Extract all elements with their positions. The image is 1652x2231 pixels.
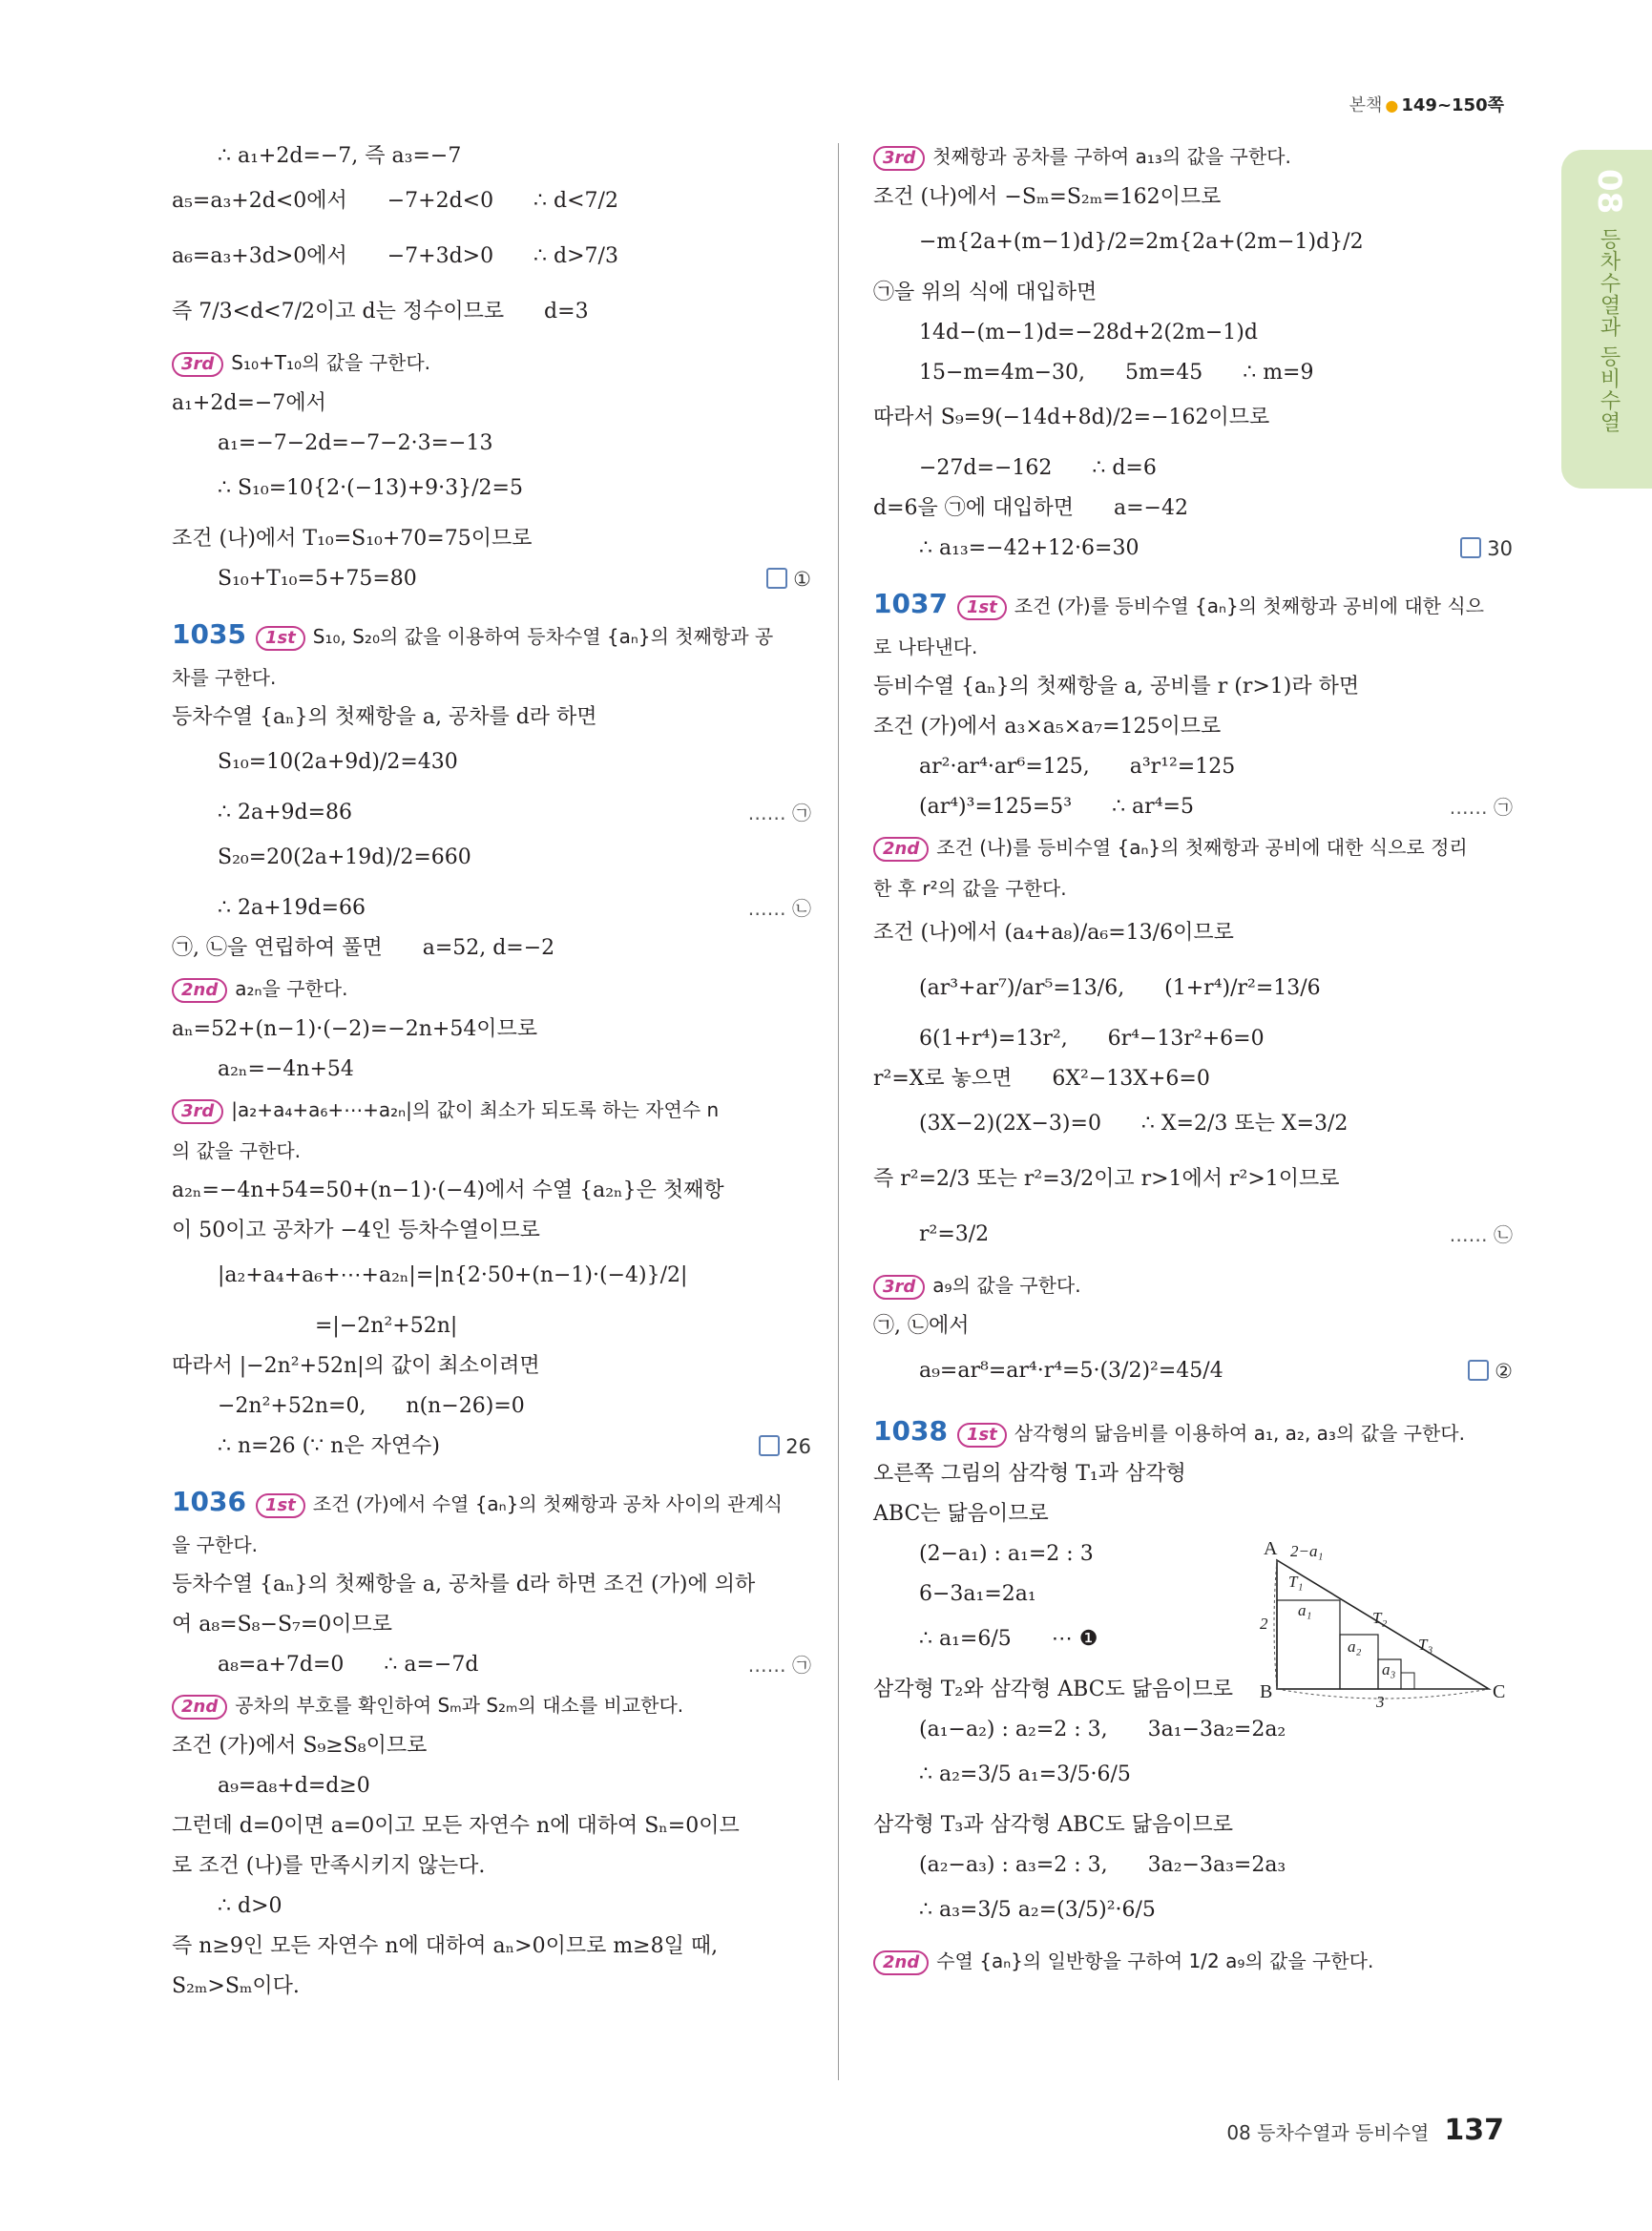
line-text: ABC는 닮음이므로 [873, 1502, 1049, 1526]
line-text: 즉 n≥9인 모든 자연수 n에 대하여 aₙ>0이므로 m≥8일 때, [172, 1934, 719, 1958]
math-line [172, 1933, 811, 1960]
problem-number: 1035 [172, 618, 246, 650]
line-text: 로 나타낸다. [873, 636, 978, 658]
line-text: −m{2a+(m−1)d}/2=2m{2a+(2m−1)d}/2 [919, 230, 1364, 254]
math-line [172, 430, 811, 457]
triangle-figure [1260, 1532, 1508, 1708]
equation-mark: …… ㉠ [747, 802, 811, 824]
math-line [873, 714, 1513, 740]
problem-header [873, 1415, 1513, 1448]
line-text: ∴ S₁₀=10{2·(−13)+9·3}/2=5 [218, 476, 523, 500]
line-text: 조건 (가)에서 S₉≥S₈이므로 [172, 1734, 428, 1758]
line-text: r²=3/2 [919, 1222, 990, 1246]
vertex-c: C [1493, 1681, 1506, 1702]
column-divider [838, 143, 839, 2080]
math-line [172, 294, 811, 330]
step-badge: 3rd [172, 1099, 223, 1124]
math-line [172, 744, 811, 781]
line-text: 을 구한다. [172, 1533, 258, 1556]
line-text: a₆=a₃+3d>0에서 −7+3d>0 ∴ d>7/3 [172, 244, 618, 268]
line-text: 로 조건 (나)를 만족시키지 않는다. [172, 1854, 486, 1878]
math-line [172, 1258, 811, 1294]
line-text: ∴ a₁=6/5 ⋯ ❶ [919, 1627, 1098, 1651]
math-line [172, 840, 811, 876]
label-t1: T₁ [1288, 1573, 1304, 1591]
page-reference: 본책 ● 149~150쪽 [1349, 95, 1504, 115]
step-badge: 3rd [873, 146, 925, 171]
step-badge: 3rd [172, 352, 223, 377]
line-text: 이 50이고 공차가 −4인 등차수열이므로 [172, 1219, 540, 1242]
equation-mark: …… ㉡ [1449, 1223, 1513, 1246]
line-text: a₉의 값을 구한다. [932, 1274, 1081, 1297]
math-line [172, 1433, 811, 1460]
line-text: (a₁−a₂) : a₂=2 : 3, 3a₁−3a₂=2a₂ [919, 1718, 1286, 1741]
right-column [873, 143, 1513, 1989]
math-line [873, 915, 1513, 951]
math-line [873, 400, 1513, 436]
line-text: 여 a₈=S₈−S₇=0이므로 [172, 1613, 393, 1637]
line-text: (2−a₁) : a₁=2 : 3 [919, 1542, 1094, 1566]
line-text: S₁₀=10(2a+9d)/2=430 [218, 750, 458, 774]
line-text: a₉=ar⁸=ar⁴·r⁴=5·(3/2)²=45/4 [919, 1359, 1223, 1383]
answer-icon [1460, 537, 1481, 558]
math-line [873, 1852, 1513, 1879]
line-text: 조건 (나)를 등비수열 {aₙ}의 첫째항과 공비에 대한 식으로 정리 [936, 836, 1468, 859]
line-text: 조건 (가)에서 수열 {aₙ}의 첫째항과 공차 사이의 관계식 [312, 1492, 783, 1515]
line-text: r²=X로 놓으면 6X²−13X+6=0 [873, 1067, 1210, 1091]
math-line [873, 1892, 1513, 1929]
step-badge: 1st [256, 1493, 305, 1518]
line-text: a₁+2d=−7에서 [172, 391, 326, 415]
page-footer [1226, 2114, 1504, 2147]
math-line [172, 526, 811, 553]
line-text: ㉠, ㉡을 연립하여 풀면 a=52, d=−2 [172, 936, 555, 960]
answer-icon [1468, 1360, 1489, 1381]
solution-step [172, 349, 811, 377]
label-a3: a₃ [1382, 1660, 1396, 1678]
line-text: 조건 (가)에서 a₃×a₅×a₇=125이므로 [873, 715, 1222, 739]
solution-step [873, 143, 1513, 171]
line-text: |a₂+a₄+a₆+⋯+a₂ₙ|=|n{2·50+(n−1)·(−4)}/2| [218, 1263, 688, 1287]
line-text: 차를 구한다. [172, 666, 277, 689]
line-text: ∴ a₂=3/5 a₁=3/5·6/5 [919, 1762, 1131, 1786]
line-text: (ar⁴)³=125=5³ ∴ ar⁴=5 [919, 795, 1194, 819]
problem-number: 1038 [873, 1415, 948, 1447]
math-line [873, 184, 1513, 211]
label-left: 2 [1260, 1615, 1268, 1633]
math-line [172, 1178, 811, 1204]
step-badge: 2nd [873, 837, 929, 862]
math-line [873, 1353, 1513, 1389]
line-text: S₁₀+T₁₀의 값을 구한다. [231, 351, 431, 374]
equation-mark: …… ㉠ [747, 1654, 811, 1677]
math-line [873, 1812, 1513, 1839]
answer-badge: ② [1468, 1353, 1513, 1389]
math-line [873, 754, 1513, 781]
line-text: −2n²+52n=0, n(n−26)=0 [218, 1394, 525, 1418]
line-text: |a₂+a₄+a₆+⋯+a₂ₙ|의 값이 최소가 되도록 하는 자연수 n [231, 1098, 720, 1121]
label-top: 2−a₁ [1290, 1542, 1324, 1560]
math-line [873, 455, 1513, 482]
math-line [172, 1652, 811, 1678]
math-line [172, 1353, 811, 1380]
math-line [172, 704, 811, 731]
line-text: ∴ a₁₃=−42+12·6=30 [919, 536, 1140, 560]
math-line [873, 970, 1513, 1007]
line-text: ∴ 2a+9d=86 [218, 801, 353, 824]
solution-step [172, 1692, 811, 1720]
line-text: 즉 7/3<d<7/2이고 d는 정수이므로 d=3 [172, 300, 589, 323]
label-t3: T₃ [1418, 1636, 1433, 1654]
math-line [873, 794, 1513, 821]
chapter-tab[interactable] [1561, 150, 1652, 489]
line-text: ∴ n=26 (∵ n은 자연수) [218, 1434, 440, 1458]
line-text: (ar³+ar⁷)/ar⁵=13/6, (1+r⁴)/r²=13/6 [919, 976, 1321, 1000]
math-line [873, 495, 1513, 522]
problem-header [172, 618, 811, 651]
math-line [873, 1106, 1513, 1142]
math-line [172, 143, 811, 170]
answer-icon [766, 568, 787, 589]
line-text: 공차의 부호를 확인하여 Sₘ과 S₂ₘ의 대소를 비교한다. [235, 1694, 684, 1717]
math-line [873, 1717, 1513, 1743]
math-line [172, 470, 811, 507]
line-text: a₉=a₈+d=d≥0 [218, 1774, 370, 1798]
solution-step [172, 1137, 811, 1164]
math-line [172, 935, 811, 962]
math-line [873, 1217, 1513, 1253]
line-text: ∴ 2a+19d=66 [218, 896, 366, 920]
line-text: S₂₀=20(2a+19d)/2=660 [218, 845, 471, 869]
line-text: a₂ₙ=−4n+54=50+(n−1)·(−4)에서 수열 {a₂ₙ}은 첫째항 [172, 1178, 724, 1202]
problem-number: 1036 [172, 1486, 246, 1517]
math-line [873, 1501, 1513, 1528]
label-bottom: 3 [1376, 1693, 1385, 1708]
math-line [172, 183, 811, 219]
line-text: 따라서 S₉=9(−14d+8d)/2=−162이므로 [873, 406, 1270, 429]
line-text: a₂ₙ을 구한다. [235, 977, 348, 1000]
math-line [172, 1056, 811, 1083]
line-text: 6(1+r⁴)=13r², 6r⁴−13r²+6=0 [919, 1027, 1265, 1051]
line-text: S₂ₘ>Sₘ이다. [172, 1974, 300, 1998]
line-text: 오른쪽 그림의 삼각형 T₁과 삼각형 [873, 1462, 1186, 1486]
line-text: 조건 (나)에서 T₁₀=S₁₀+70=75이므로 [172, 527, 533, 551]
line-text: 의 값을 구한다. [172, 1139, 301, 1162]
line-text: 등비수열 {aₙ}의 첫째항을 a, 공비를 r (r>1)라 하면 [873, 675, 1360, 698]
line-text: −27d=−162 ∴ d=6 [919, 456, 1157, 480]
math-line [873, 674, 1513, 700]
math-line [873, 320, 1513, 346]
vertex-a: A [1264, 1538, 1278, 1559]
math-line [172, 1813, 811, 1840]
step-badge: 3rd [873, 1275, 925, 1300]
math-line [172, 800, 811, 826]
label-a2: a₂ [1348, 1637, 1362, 1656]
math-line [172, 1973, 811, 2000]
footer-chapter: 08 등차수열과 등비수열 [1226, 2121, 1430, 2144]
page-number: 137 [1444, 2114, 1504, 2147]
equation-mark: …… ㉠ [1449, 796, 1513, 819]
math-line [873, 1026, 1513, 1053]
math-line [873, 1461, 1513, 1488]
step-badge: 1st [957, 1423, 1007, 1448]
line-text: a₁=−7−2d=−7−2·3=−13 [218, 431, 493, 455]
answer-badge: 30 [1460, 535, 1513, 562]
line-text: (3X−2)(2X−3)=0 ∴ X=2/3 또는 X=3/2 [919, 1112, 1349, 1136]
line-text: ar²·ar⁴·ar⁶=125, a³r¹²=125 [919, 755, 1236, 779]
solution-step [873, 634, 1513, 660]
chapter-title: 등차수열과 등비수열 [1597, 228, 1621, 433]
line-text: 6−3a₁=2a₁ [919, 1582, 1036, 1606]
math-line [873, 1757, 1513, 1793]
problem-header [172, 1486, 811, 1518]
equation-mark: …… ㉡ [747, 897, 811, 920]
solution-step [873, 834, 1513, 862]
line-text: a₂ₙ=−4n+54 [218, 1057, 354, 1081]
math-line [873, 535, 1513, 562]
solution-step [172, 975, 811, 1003]
math-line [172, 1572, 811, 1598]
math-line [172, 1773, 811, 1800]
math-line [873, 280, 1513, 306]
step-badge: 2nd [172, 978, 227, 1003]
line-text: a₈=a+7d=0 ∴ a=−7d [218, 1653, 479, 1677]
label-t2: T₂ [1372, 1609, 1388, 1627]
math-line [172, 566, 811, 593]
line-text: ㉠을 위의 식에 대입하면 [873, 281, 1098, 304]
math-line [172, 239, 811, 275]
solution-step [873, 1948, 1513, 1975]
solution-step [172, 1532, 811, 1558]
line-text: 그런데 d=0이면 a=0이고 모든 자연수 n에 대하여 Sₙ=0이므 [172, 1814, 740, 1838]
line-text: 첫째항과 공차를 구하여 a₁₃의 값을 구한다. [932, 145, 1291, 168]
line-text: 조건 (가)를 등비수열 {aₙ}의 첫째항과 공비에 대한 식으 [1014, 594, 1484, 617]
chapter-number: 08 [1590, 169, 1628, 215]
math-line [172, 1218, 811, 1244]
answer-icon [759, 1435, 780, 1456]
math-line [172, 1733, 811, 1760]
line-text: d=6을 ㉠에 대입하면 a=−42 [873, 496, 1188, 520]
line-text: 수열 {aₙ}의 일반항을 구하여 1/2 a₉의 값을 구한다. [936, 1950, 1374, 1972]
math-line [172, 1313, 811, 1340]
line-text: 등차수열 {aₙ}의 첫째항을 a, 공차를 d라 하면 조건 (가)에 의하 [172, 1573, 756, 1596]
line-text: 한 후 r²의 값을 구한다. [873, 877, 1067, 900]
line-text: 삼각형 T₂와 삼각형 ABC도 닮음이므로 [873, 1678, 1234, 1701]
line-text: 삼각형 T₃과 삼각형 ABC도 닮음이므로 [873, 1813, 1234, 1837]
solution-step [172, 664, 811, 691]
answer-badge: 26 [759, 1433, 811, 1460]
line-text: S₁₀+T₁₀=5+75=80 [218, 567, 417, 591]
math-line [172, 1893, 811, 1920]
vertex-b: B [1260, 1681, 1273, 1702]
math-line [873, 360, 1513, 386]
math-line [873, 1161, 1513, 1198]
solution-step [172, 1096, 811, 1124]
line-text: 조건 (나)에서 −Sₘ=S₂ₘ=162이므로 [873, 185, 1222, 209]
label-a1: a₁ [1298, 1601, 1312, 1619]
math-line [172, 895, 811, 922]
line-text: aₙ=52+(n−1)·(−2)=−2n+54이므로 [172, 1017, 538, 1041]
line-text: 14d−(m−1)d=−28d+2(2m−1)d [919, 321, 1258, 344]
line-text: (a₂−a₃) : a₃=2 : 3, 3a₂−3a₃=2a₃ [919, 1853, 1286, 1877]
step-badge: 1st [256, 626, 305, 651]
math-line [873, 224, 1513, 261]
math-line [172, 390, 811, 417]
solution-step [873, 1272, 1513, 1300]
math-line [172, 1612, 811, 1638]
math-line [172, 1853, 811, 1880]
line-text: 15−m=4m−30, 5m=45 ∴ m=9 [919, 361, 1314, 385]
problem-header [873, 588, 1513, 620]
answer-badge: ① [766, 566, 811, 593]
line-text: a₅=a₃+2d<0에서 −7+2d<0 ∴ d<7/2 [172, 189, 618, 213]
math-line [172, 1016, 811, 1043]
step-badge: 1st [957, 595, 1007, 620]
step-badge: 2nd [873, 1950, 929, 1975]
line-text: ㉠, ㉡에서 [873, 1314, 970, 1338]
solution-step [873, 875, 1513, 902]
line-text: =|−2n²+52n| [315, 1314, 458, 1338]
math-line [873, 1066, 1513, 1093]
line-text: 조건 (나)에서 (a₄+a₈)/a₆=13/6이므로 [873, 921, 1234, 945]
line-text: S₁₀, S₂₀의 값을 이용하여 등차수열 {aₙ}의 첫째항과 공 [312, 625, 774, 648]
math-line [873, 1313, 1513, 1340]
line-text: ∴ a₁+2d=−7, 즉 a₃=−7 [218, 144, 462, 168]
line-text: 등차수열 {aₙ}의 첫째항을 a, 공차를 d라 하면 [172, 705, 597, 729]
problem-number: 1037 [873, 588, 948, 619]
line-text: 따라서 |−2n²+52n|의 값이 최소이려면 [172, 1354, 540, 1378]
math-line [172, 1393, 811, 1420]
line-text: ∴ d>0 [218, 1894, 282, 1918]
step-badge: 2nd [172, 1695, 227, 1720]
line-text: ∴ a₃=3/5 a₂=(3/5)²·6/5 [919, 1898, 1156, 1922]
line-text: 삼각형의 닮음비를 이용하여 a₁, a₂, a₃의 값을 구한다. [1014, 1422, 1465, 1445]
line-text: 즉 r²=2/3 또는 r²=3/2이고 r>1에서 r²>1이므로 [873, 1167, 1340, 1191]
left-column [172, 143, 811, 2013]
